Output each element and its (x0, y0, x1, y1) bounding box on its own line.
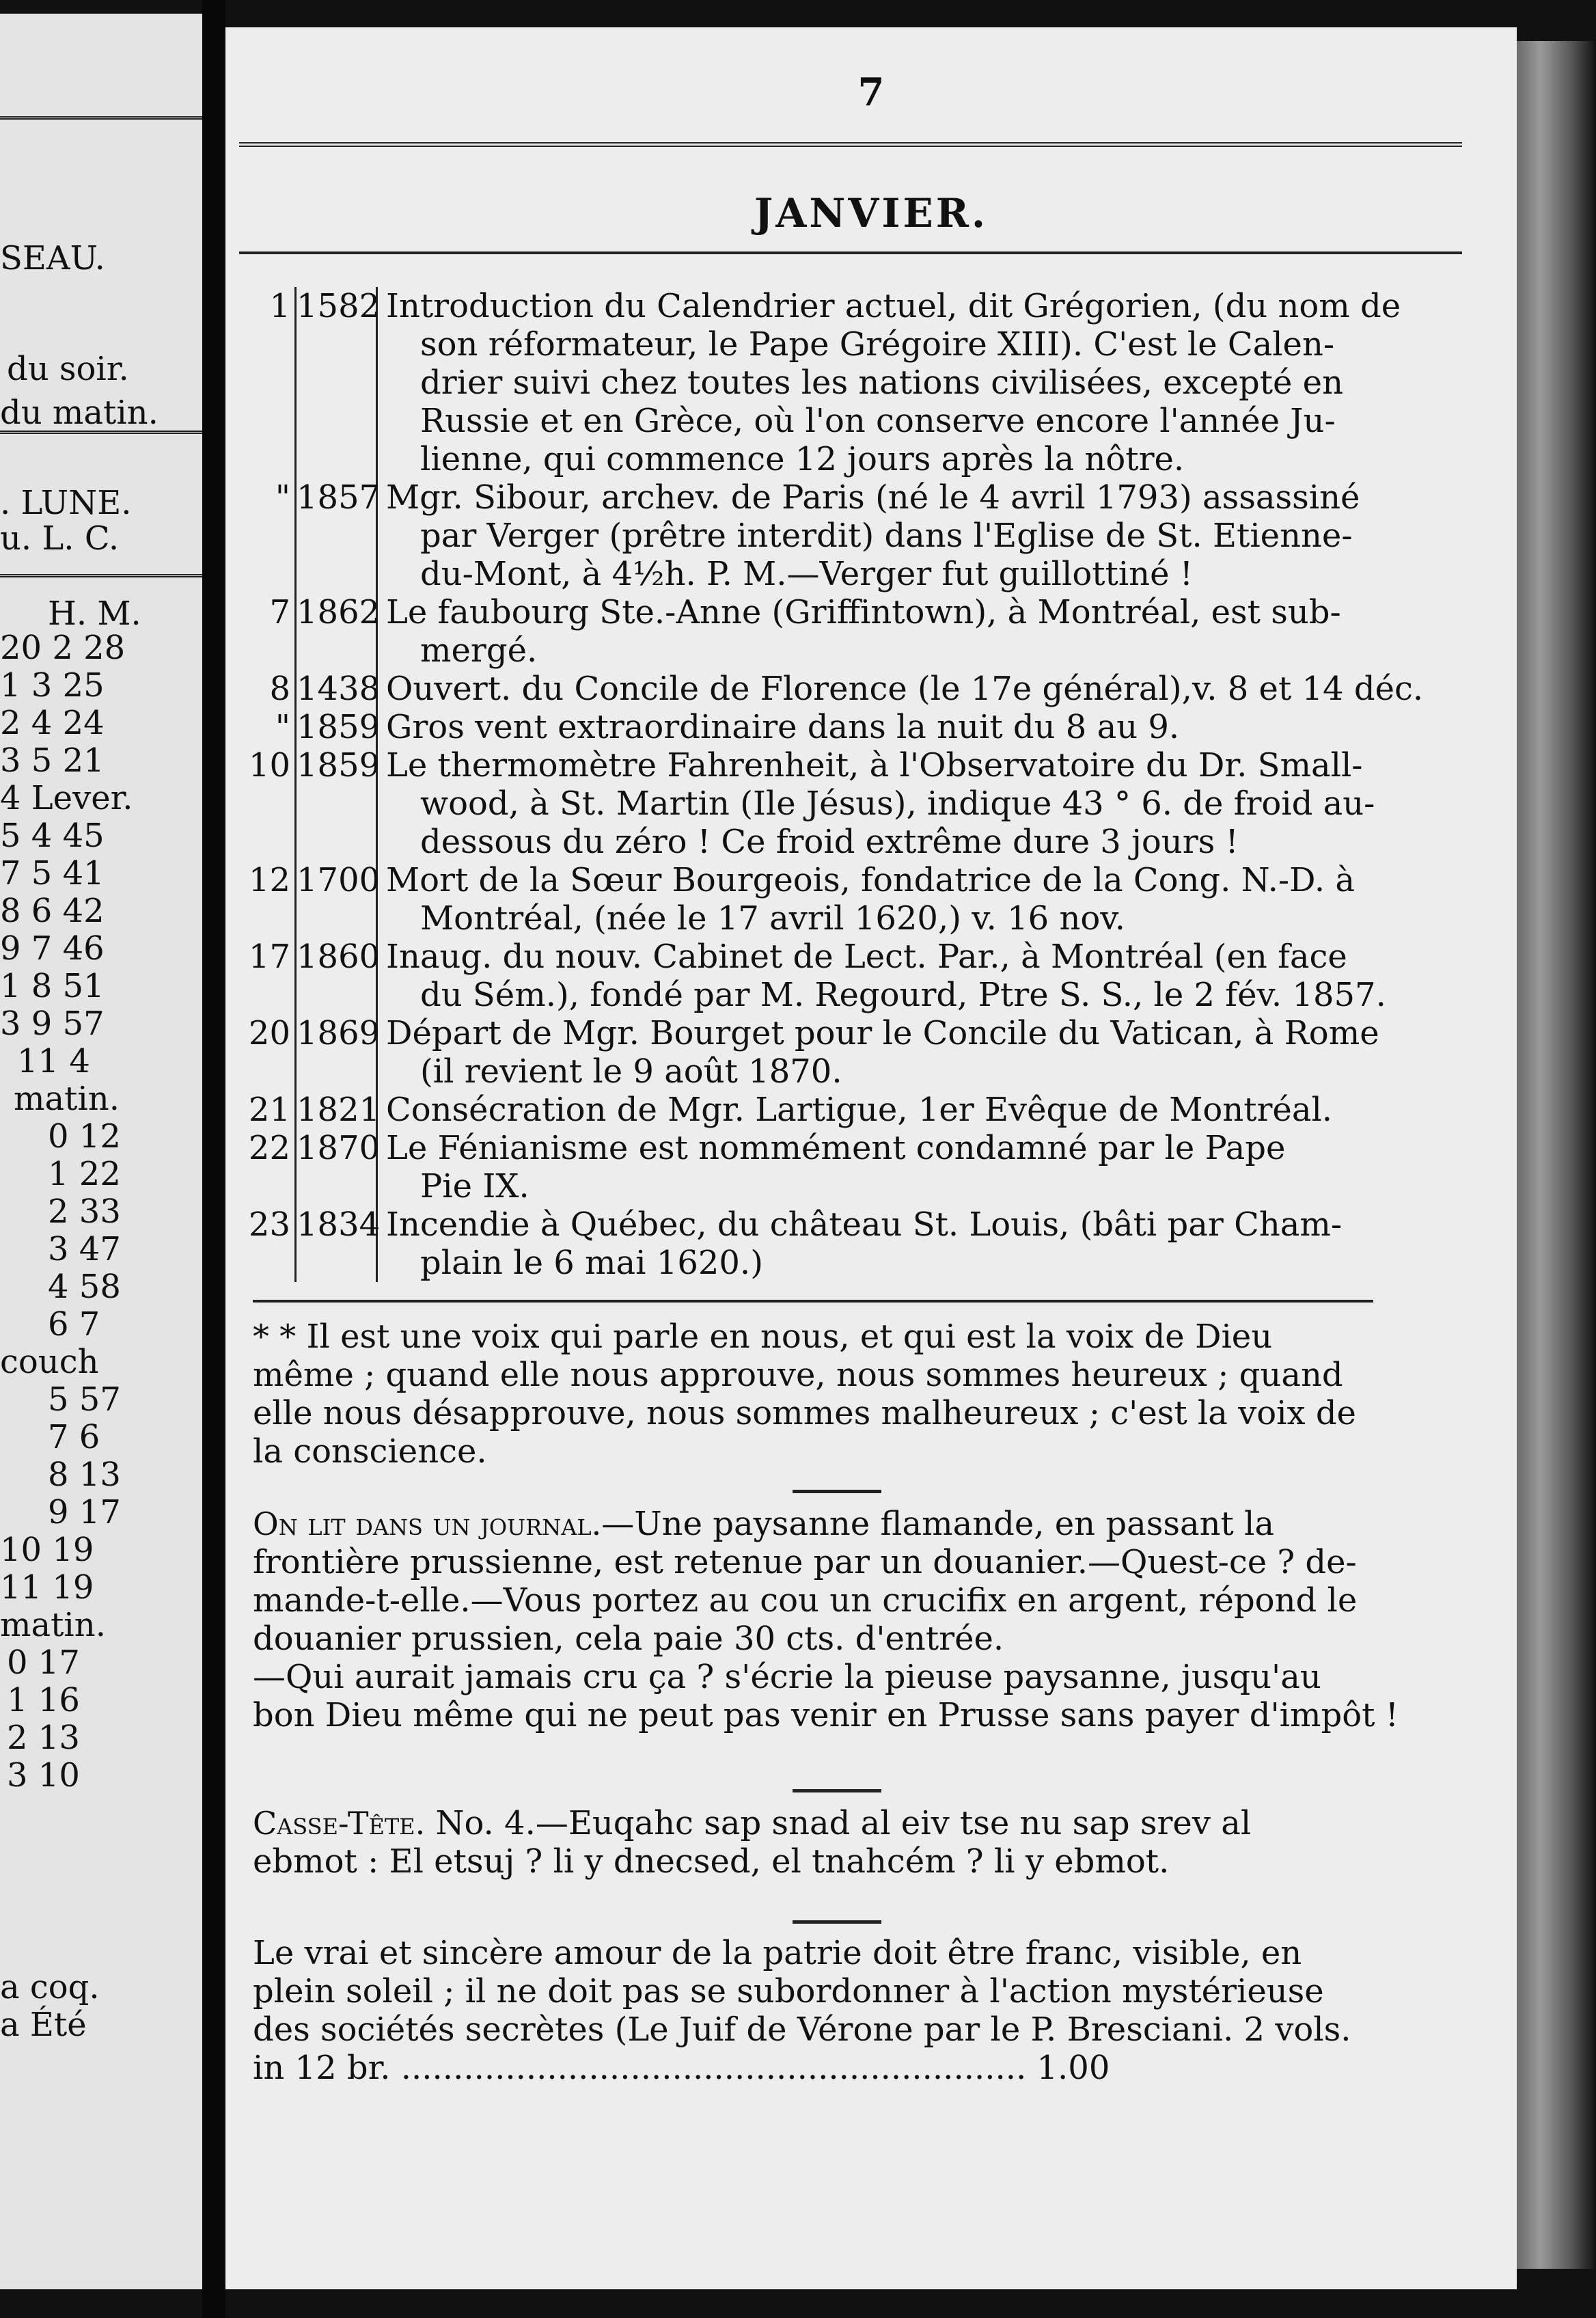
event-line: du Sém.), fondé par M. Regourd, Ptre S. S., le 2 fév. 1857. (420, 976, 1386, 1014)
event-text (378, 1205, 1476, 1282)
event-line: Mort de la Sœur Bourgeois, fondatrice de la Cong. N.-D. à (386, 861, 1355, 899)
puzzle-line: ebmot : El etsuj ? li y dnecsed, el tnahcém ? li y ebmot. (253, 1842, 1170, 1881)
event-year: 1700 (297, 861, 378, 938)
event-line: (il revient le 9 août 1870. (420, 1052, 842, 1091)
left-page-line: SEAU. (0, 239, 105, 277)
event-line: Ouvert. du Concile de Florence (le 17e général),v. 8 et 14 déc. (386, 670, 1424, 708)
left-page-line: 7 6 (48, 1418, 100, 1456)
left-page-line: couch (0, 1343, 99, 1381)
left-page-line: 0 17 (7, 1644, 80, 1682)
event-line: Gros vent extraordinaire dans la nuit du 8 au 9. (386, 708, 1180, 746)
event-year: 1834 (297, 1205, 378, 1282)
event-line: Le faubourg Ste.-Anne (Griffintown), à Montréal, est sub- (386, 593, 1341, 631)
event-line: lienne, qui commence 12 jours après la nôtre. (420, 440, 1185, 478)
maxim (253, 1318, 1462, 1471)
left-page-line: 2 4 24 (0, 704, 105, 742)
left-page-line: a Été (0, 2006, 87, 2044)
left-page-line: 9 7 46 (0, 929, 105, 968)
advert (253, 1934, 1462, 2087)
event-line: wood, à St. Martin (Ile Jésus), indique 43 ° 6. de froid au- (420, 785, 1375, 823)
anecdote-line: mande-t-elle.—Vous portez au cou un crucifix en argent, répond le (253, 1581, 1358, 1620)
section-dash (793, 1920, 881, 1924)
section-dash (793, 1789, 881, 1792)
left-page-line: 7 5 41 (0, 854, 105, 892)
anecdote-line: —Une paysanne flamande, en passant la (601, 1505, 1274, 1543)
event-line: du-Mont, à 4½h. P. M.—Verger fut guillottiné ! (420, 555, 1194, 593)
event-line: Russie et en Grèce, où l'on conserve encore l'année Ju- (420, 402, 1336, 440)
maxim-line: même ; quand elle nous approuve, nous sommes heureux ; quand (253, 1356, 1343, 1394)
left-page-line: . LUNE. (0, 484, 132, 522)
event-line: Départ de Mgr. Bourget pour le Concile du Vatican, à Rome (386, 1014, 1379, 1052)
left-page-line: H. M. (48, 595, 141, 633)
event-text (378, 938, 1476, 1014)
event-day: 21 (239, 1091, 297, 1129)
page-title: JANVIER. (754, 190, 989, 236)
left-page-line: 3 5 21 (0, 741, 105, 780)
event-row (239, 746, 1476, 861)
left-page-line: 5 57 (48, 1380, 121, 1419)
event-year: 1438 (297, 670, 381, 708)
advert-line: plein soleil ; il ne doit pas se subordonner à l'action mystérieuse (253, 1972, 1324, 2010)
event-row (239, 861, 1476, 938)
left-page-line: 20 2 28 (0, 629, 126, 667)
event-text (378, 478, 1476, 593)
event-line: drier suivi chez toutes les nations civilisées, excepté en (420, 364, 1343, 402)
event-line: Introduction du Calendrier actuel, dit Grégorien, (du nom de (386, 287, 1401, 325)
left-page-line: 8 6 42 (0, 892, 105, 930)
event-day: 10 (239, 746, 297, 861)
puzzle-lead: Casse-Tête. (253, 1805, 426, 1842)
left-page-line: 11 4 (17, 1042, 90, 1080)
maxim-line: la conscience. (253, 1432, 487, 1471)
event-day: 8 (239, 670, 297, 708)
event-year: 1859 (297, 708, 381, 746)
left-page-line: 9 17 (48, 1493, 121, 1531)
event-line: par Verger (prêtre interdit) dans l'Eglise de St. Etienne- (420, 517, 1353, 555)
title-rule (239, 251, 1462, 254)
event-row (239, 938, 1476, 1014)
left-page-line: 3 10 (7, 1756, 80, 1795)
event-text (378, 861, 1476, 938)
left-page (0, 14, 202, 2289)
left-page-line: 1 3 25 (0, 666, 105, 705)
left-page-line: 1 16 (7, 1681, 80, 1719)
event-day: " (239, 478, 297, 593)
page-number: 7 (857, 70, 885, 115)
page (225, 27, 1517, 2289)
events-table (239, 287, 1476, 1282)
left-page-line: 0 12 (48, 1117, 121, 1156)
event-year: 1862 (297, 593, 378, 670)
left-page-line: a coq. (0, 1968, 100, 2006)
left-page-line: 5 4 45 (0, 817, 105, 855)
advert-line: in 12 br. ............................................................ 1.00 (253, 2049, 1110, 2087)
event-day: 22 (239, 1129, 297, 1205)
left-page-line: 1 8 51 (0, 967, 105, 1005)
event-year: 1870 (297, 1129, 378, 1205)
event-day: 12 (239, 861, 297, 938)
event-day: 1 (239, 287, 297, 478)
event-line: dessous du zéro ! Ce froid extrême dure 3 jours ! (420, 823, 1239, 861)
events-bottom-rule (253, 1300, 1373, 1303)
event-text (378, 746, 1476, 861)
left-page-line: 11 19 (0, 1568, 94, 1607)
event-year: 1821 (297, 1091, 381, 1129)
event-year: 1869 (297, 1014, 378, 1091)
event-row (239, 708, 1476, 746)
event-day: 23 (239, 1205, 297, 1282)
advert-line: Le vrai et sincère amour de la patrie doit être franc, visible, en (253, 1934, 1302, 1972)
left-page-line: matin. (0, 1606, 106, 1644)
event-row (239, 593, 1476, 670)
book-gutter (202, 0, 225, 2318)
event-day: 17 (239, 938, 297, 1014)
event-row (239, 478, 1476, 593)
left-page-rule (0, 574, 202, 577)
event-line: Montréal, (née le 17 avril 1620,) v. 16 nov. (420, 899, 1125, 938)
maxim-line: * * Il est une voix qui parle en nous, et qui est la voix de Dieu (253, 1318, 1273, 1356)
event-row (239, 1129, 1476, 1205)
event-row (239, 287, 1476, 478)
event-line: Pie IX. (420, 1167, 529, 1205)
anecdote-line: frontière prussienne, est retenue par un douanier.—Quest-ce ? de- (253, 1543, 1357, 1581)
left-page-line: 8 13 (48, 1456, 121, 1494)
left-page-line: 3 9 57 (0, 1005, 105, 1043)
puzzle-line: No. 4.—Euqahc sap snad al eiv tse nu sap srev al (425, 1804, 1252, 1842)
header-rule (239, 142, 1462, 147)
left-page-line: 4 Lever. (0, 779, 133, 817)
left-page-line: 6 7 (48, 1305, 100, 1344)
event-line: mergé. (420, 631, 538, 670)
event-line: Inaug. du nouv. Cabinet de Lect. Par., à Montréal (en face (386, 938, 1347, 976)
event-line: Consécration de Mgr. Lartigue, 1er Evêque de Montréal. (386, 1091, 1333, 1129)
left-page-line: u. L. C. (0, 519, 120, 558)
left-page-line: 10 19 (0, 1531, 94, 1569)
advert-line: des sociétés secrètes (Le Juif de Vérone par le P. Bresciani. 2 vols. (253, 2010, 1351, 2049)
event-line: son réformateur, le Pape Grégoire XIII). C'est le Calen- (420, 325, 1335, 364)
event-text (378, 1129, 1476, 1205)
anecdote-lead: On lit dans un journal. (253, 1505, 602, 1542)
event-line: plain le 6 mai 1620.) (420, 1244, 763, 1282)
anecdote-line: bon Dieu même qui ne peut pas venir en Prusse sans payer d'impôt ! (253, 1696, 1399, 1734)
event-year: 1857 (297, 478, 378, 593)
event-day: 7 (239, 593, 297, 670)
event-text (378, 593, 1476, 670)
event-year: 1859 (297, 746, 378, 861)
anecdote (253, 1505, 1462, 1734)
event-text (378, 1014, 1476, 1091)
anecdote-line: douanier prussien, cela paie 30 cts. d'entrée. (253, 1620, 1004, 1658)
left-page-line: 4 58 (48, 1268, 121, 1306)
event-line: Mgr. Sibour, archev. de Paris (né le 4 avril 1793) assassiné (386, 478, 1360, 517)
left-page-rule (0, 116, 202, 120)
left-page-line: du soir. (7, 350, 129, 388)
left-page-line: 3 47 (48, 1230, 121, 1268)
event-text (378, 1091, 1476, 1129)
left-page-line: 2 13 (7, 1719, 80, 1757)
event-text (378, 708, 1476, 746)
event-row (239, 1205, 1476, 1282)
event-line: Le thermomètre Fahrenheit, à l'Observatoire du Dr. Small- (386, 746, 1363, 785)
event-text (378, 670, 1476, 708)
maxim-line: elle nous désapprouve, nous sommes malheureux ; c'est la voix de (253, 1394, 1356, 1432)
event-day: " (239, 708, 297, 746)
left-page-line: matin. (14, 1080, 120, 1118)
event-line: Le Fénianisme est nommément condamné par le Pape (386, 1129, 1286, 1167)
event-row (239, 670, 1476, 708)
event-text (378, 287, 1476, 478)
left-page-line: 1 22 (48, 1155, 121, 1193)
page-edge (1517, 41, 1596, 2269)
event-line: Incendie à Québec, du château St. Louis, (bâti par Cham- (386, 1205, 1343, 1244)
event-year: 1582 (297, 287, 378, 478)
event-row (239, 1091, 1476, 1129)
section-dash (793, 1490, 881, 1493)
left-page-line: 2 33 (48, 1192, 121, 1231)
left-page-line: du matin. (0, 394, 159, 432)
event-year: 1860 (297, 938, 378, 1014)
event-row (239, 1014, 1476, 1091)
event-day: 20 (239, 1014, 297, 1091)
puzzle (253, 1804, 1462, 1881)
anecdote-line: —Qui aurait jamais cru ça ? s'écrie la pieuse paysanne, jusqu'au (253, 1658, 1321, 1696)
